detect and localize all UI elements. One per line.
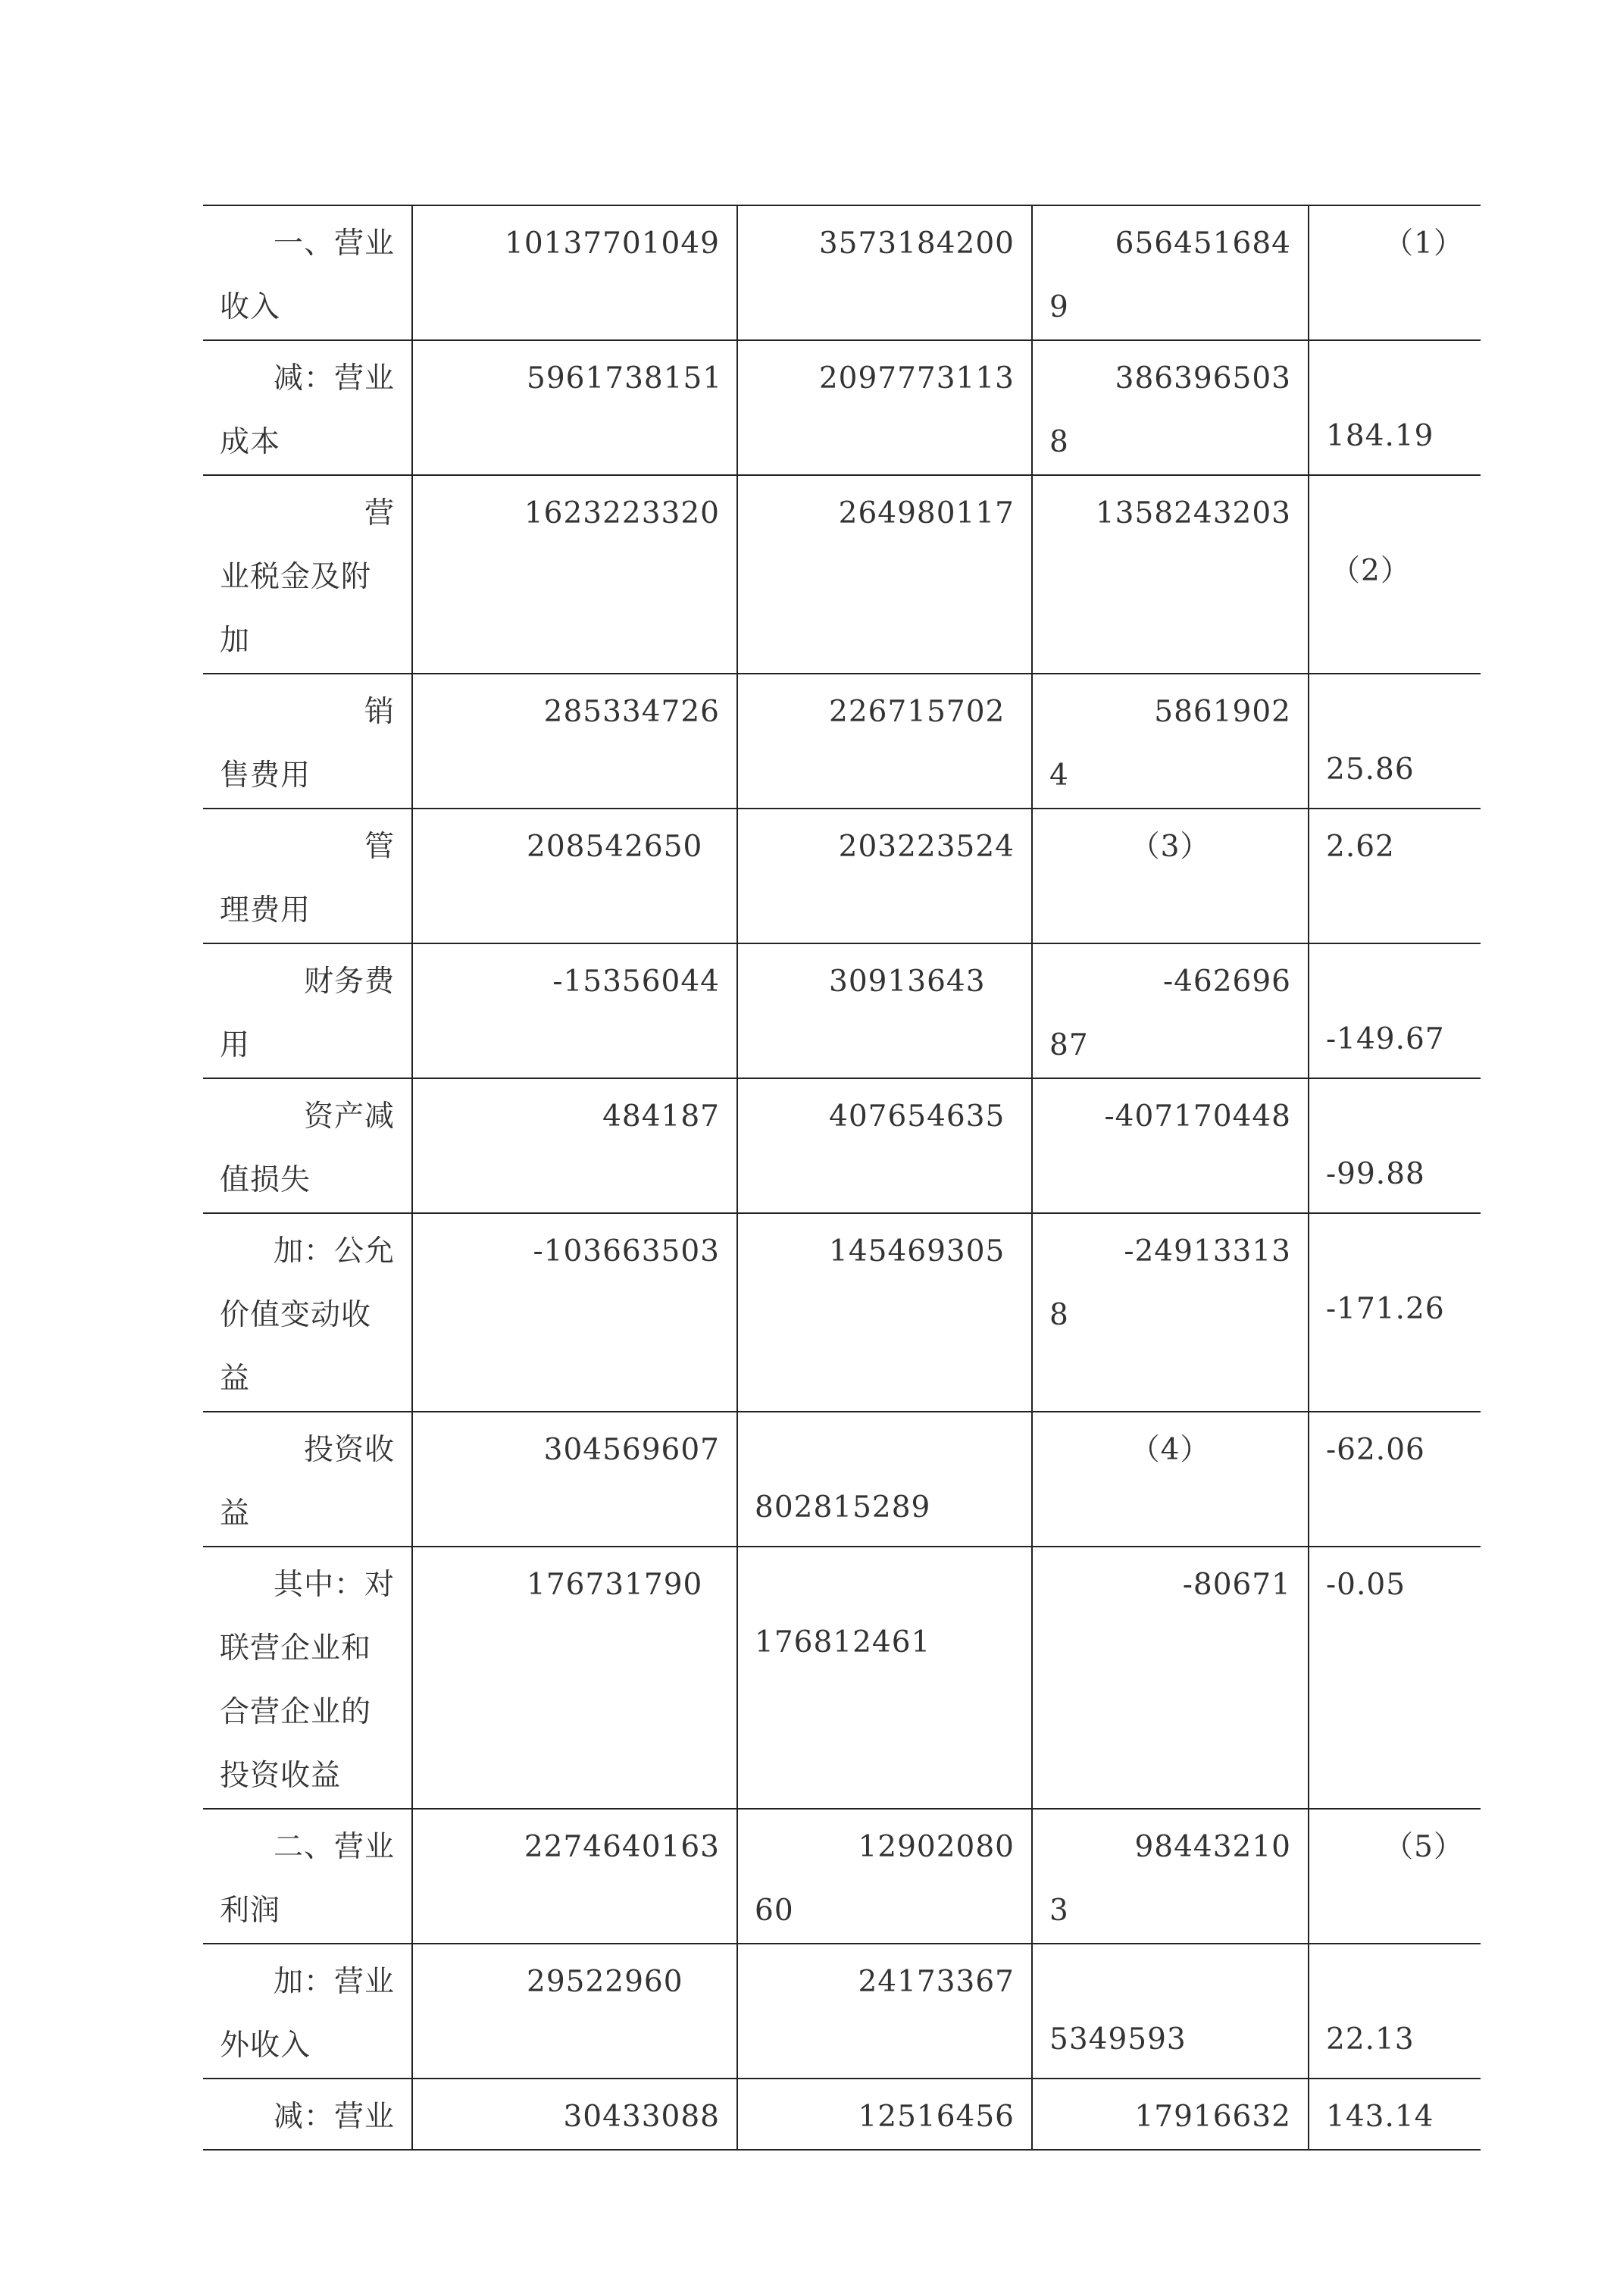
- table-row: [203, 2079, 1481, 2150]
- table-row: [203, 809, 1481, 943]
- value-cell: 12516456: [737, 2079, 1032, 2150]
- value-cell: 203223524: [737, 809, 1032, 943]
- value-cell: （3）: [1032, 809, 1309, 943]
- value-cell: 5961738151: [412, 340, 737, 475]
- value-cell: 5349593: [1032, 1944, 1309, 2079]
- row-label: 一、营业 收入: [203, 205, 412, 340]
- value-cell: 386396503 8: [1032, 340, 1309, 475]
- value-cell: 802815289: [737, 1412, 1032, 1547]
- row-label: 销 售费用: [203, 674, 412, 809]
- table-row: [203, 943, 1481, 1078]
- value-cell: 285334726: [412, 674, 737, 809]
- value-cell: 264980117: [737, 475, 1032, 674]
- table-row: [203, 475, 1481, 674]
- value-cell: 24173367: [737, 1944, 1032, 2079]
- value-cell: 176731790: [412, 1547, 737, 1809]
- row-label: 二、营业 利润: [203, 1809, 412, 1944]
- row-label: 财务费 用: [203, 943, 412, 1078]
- table-row: [203, 674, 1481, 809]
- value-cell: 145469305: [737, 1213, 1032, 1412]
- value-cell: -103663503: [412, 1213, 737, 1412]
- value-cell: 226715702: [737, 674, 1032, 809]
- value-cell: 484187: [412, 1078, 737, 1213]
- value-cell: -407170448: [1032, 1078, 1309, 1213]
- value-cell: 5861902 4: [1032, 674, 1309, 809]
- value-cell: 3573184200: [737, 205, 1032, 340]
- value-cell: 30913643: [737, 943, 1032, 1078]
- row-label: 投资收 益: [203, 1412, 412, 1547]
- row-label: 资产减 值损失: [203, 1078, 412, 1213]
- row-label: 营 业税金及附 加: [203, 475, 412, 674]
- value-cell: （1）: [1309, 205, 1481, 340]
- table-row: [203, 1213, 1481, 1412]
- value-cell: -171.26: [1309, 1213, 1481, 1412]
- value-cell: 184.19: [1309, 340, 1481, 475]
- value-cell: 176812461: [737, 1547, 1032, 1809]
- table-row: [203, 1078, 1481, 1213]
- table-row: [203, 1944, 1481, 2079]
- table-row: [203, 1412, 1481, 1547]
- row-label: 其中：对 联营企业和 合营企业的 投资收益: [203, 1547, 412, 1809]
- row-label: 管 理费用: [203, 809, 412, 943]
- value-cell: 12902080 60: [737, 1809, 1032, 1944]
- value-cell: -0.05: [1309, 1547, 1481, 1809]
- value-cell: 208542650: [412, 809, 737, 943]
- value-cell: 1623223320: [412, 475, 737, 674]
- value-cell: 25.86: [1309, 674, 1481, 809]
- table-row: [203, 205, 1481, 340]
- value-cell: 656451684 9: [1032, 205, 1309, 340]
- value-cell: 22.13: [1309, 1944, 1481, 2079]
- value-cell: 98443210 3: [1032, 1809, 1309, 1944]
- value-cell: -80671: [1032, 1547, 1309, 1809]
- financial-table: [203, 205, 1481, 2151]
- table-row: [203, 1547, 1481, 1809]
- value-cell: （4）: [1032, 1412, 1309, 1547]
- value-cell: 17916632: [1032, 2079, 1309, 2150]
- value-cell: 10137701049: [412, 205, 737, 340]
- row-label: 加：公允 价值变动收 益: [203, 1213, 412, 1412]
- value-cell: -462696 87: [1032, 943, 1309, 1078]
- value-cell: 1358243203: [1032, 475, 1309, 674]
- value-cell: 2.62: [1309, 809, 1481, 943]
- value-cell: 29522960: [412, 1944, 737, 2079]
- value-cell: 30433088: [412, 2079, 737, 2150]
- row-label: 减：营业: [203, 2079, 412, 2150]
- value-cell: 2097773113: [737, 340, 1032, 475]
- value-cell: 143.14: [1309, 2079, 1481, 2150]
- value-cell: 304569607: [412, 1412, 737, 1547]
- value-cell: （2）: [1309, 475, 1481, 674]
- value-cell: -15356044: [412, 943, 737, 1078]
- value-cell: 407654635: [737, 1078, 1032, 1213]
- table-row: [203, 1809, 1481, 1944]
- value-cell: -149.67: [1309, 943, 1481, 1078]
- table-row: [203, 340, 1481, 475]
- value-cell: -62.06: [1309, 1412, 1481, 1547]
- row-label: 加：营业 外收入: [203, 1944, 412, 2079]
- row-label: 减：营业 成本: [203, 340, 412, 475]
- value-cell: 2274640163: [412, 1809, 737, 1944]
- value-cell: -24913313 8: [1032, 1213, 1309, 1412]
- value-cell: （5）: [1309, 1809, 1481, 1944]
- value-cell: -99.88: [1309, 1078, 1481, 1213]
